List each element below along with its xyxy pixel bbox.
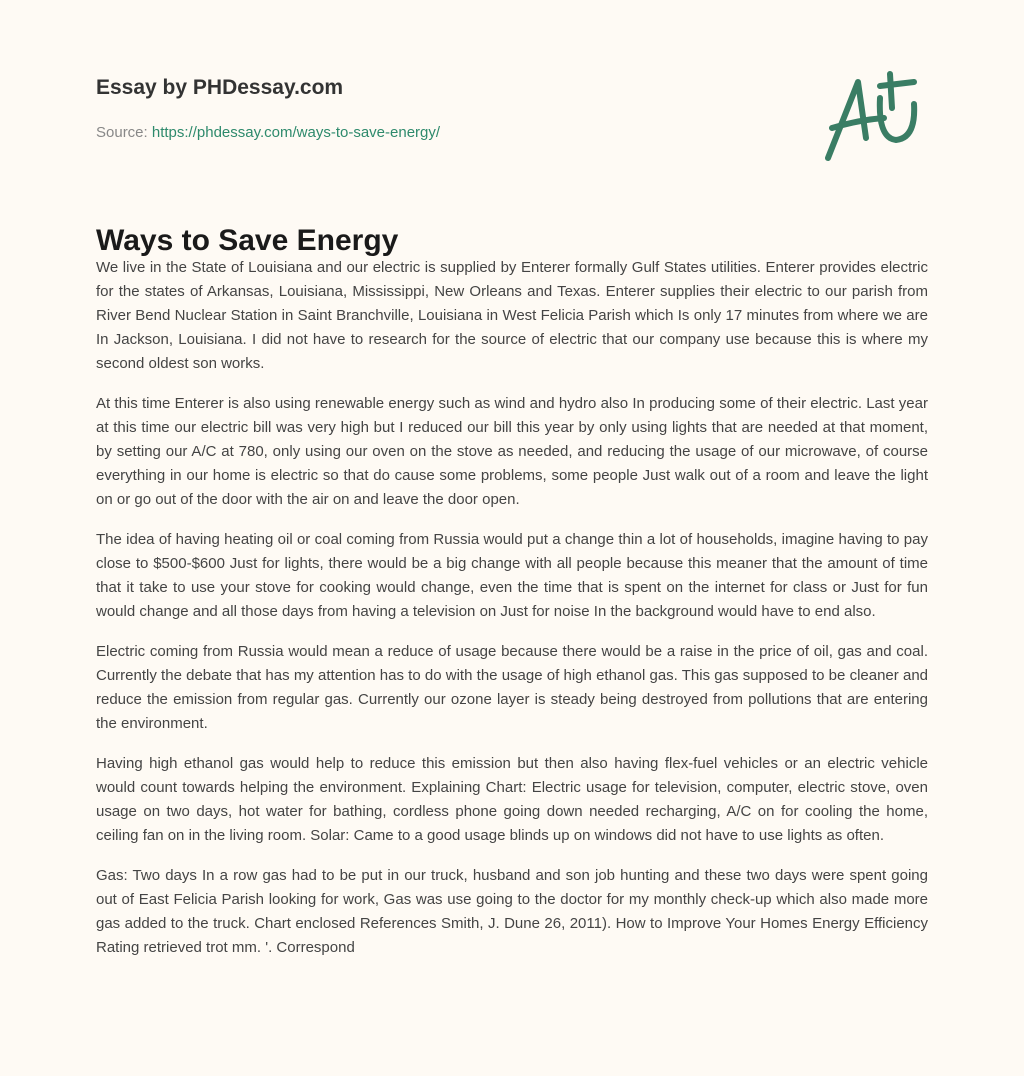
essay-paragraph: Gas: Two days In a row gas had to be put in our truck, husband and son job hunting and these two days were spent going out of East Felicia Parish looking for work, Gas was use going to the doctor for my monthly check-up which also made more gas added to the truck. Chart enclosed References Smith, J. Dune 26, 2011). How to Improve Your Homes Energy Efficiency Rating retrieved trot mm. '. Correspond — [96, 867, 928, 956]
essay-paragraph: The idea of having heating oil or coal coming from Russia would put a change thin a lot of households, imagine having to pay close to $500-$600 Just for lights, there would be a big change with all people because this meaner that the amount of time that it take to use your stove for cooking would change, even the time that is spent on the internet for class or Just for fun would change and all those days from having a television on Just for noise In the background would have to end also. — [96, 531, 928, 620]
essay-paragraph: Having high ethanol gas would help to reduce this emission but then also having flex-fuel vehicles or an electric vehicle would count towards helping the environment. Explaining Chart: Electric usage for television, computer, electric stove, oven usage on two days, hot water for bathing, cordless phone going down needed recharging, A/C on for cooling the home, ceiling fan on in the living room. Solar: Came to a good usage blinds up on windows did not have to use lights as often. — [96, 755, 928, 844]
essay-paragraph: We live in the State of Louisiana and our electric is supplied by Enterer formally Gulf States utilities. Enterer provides electric for the states of Arkansas, Louisiana, Mississippi, New Orleans and Texas. Enterer supplies their electric to our parish from River Bend Nuclear Station in Saint Branchville, Louisiana in West Felicia Parish which Is only 17 minutes from where we are In Jackson, Louisiana. I did not have to research for the source of electric that our company use because this is where my second oldest son works. — [96, 259, 928, 372]
source-label: Source: — [96, 124, 148, 141]
a-plus-logo-icon — [818, 68, 928, 164]
source-link[interactable]: https://phdessay.com/ways-to-save-energy/ — [151, 124, 441, 141]
essay-paragraph: Electric coming from Russia would mean a reduce of usage because there would be a raise in the price of oil, gas and coal. Currently the debate that has my attention has to do with the usage of high ethanol gas. This gas supposed to be cleaner and reduce the emission from regular gas. Currently our ozone layer is steady being destroyed from pollutions that are entering the environment. — [96, 643, 928, 732]
essay-body — [96, 256, 928, 976]
site-brand: Essay by PHDessay.com — [96, 76, 344, 99]
source-line — [96, 124, 440, 141]
essay-paragraph: At this time Enterer is also using renewable energy such as wind and hydro also In producing some of their electric. Last year at this time our electric bill was very high but I reduced our bill this year by only using lights that are needed at that moment, by setting our A/C at 780, only using our oven on the stove as needed, and reducing the usage of our microwave, of course everything in our home is electric so that do cause some problems, some people Just walk out of a room and leave the light on or go out of the door with the air on and leave the door open. — [96, 395, 928, 508]
essay-title: Ways to Save Energy — [96, 224, 399, 257]
